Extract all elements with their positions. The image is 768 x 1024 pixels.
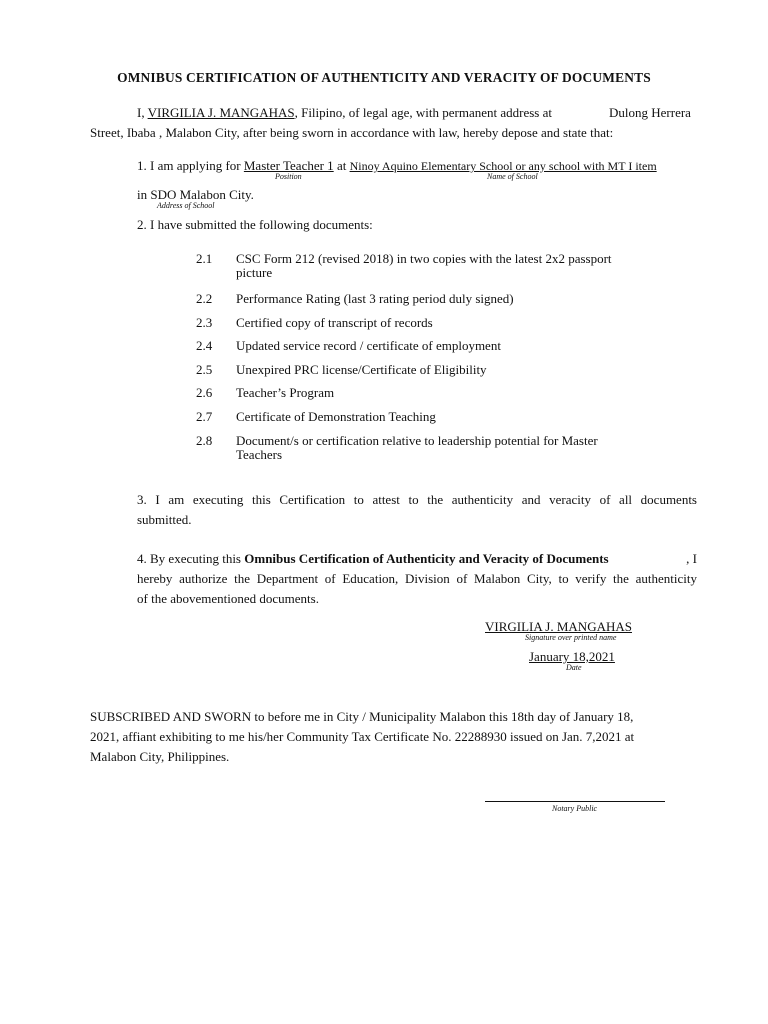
doc-num-1: 2.1 xyxy=(196,251,213,266)
doc-num-7: 2.7 xyxy=(196,409,213,424)
school-value: Ninoy Aquino Elementary School or any school with MT I item xyxy=(349,159,657,173)
doc-text-7: Certificate of Demonstration Teaching xyxy=(236,409,436,424)
item-3-line-1: 3. I am executing this Certification to attest to the authenticity and veracity of all documents xyxy=(137,492,697,507)
doc-num-6: 2.6 xyxy=(196,385,213,400)
doc-text-1b: picture xyxy=(236,265,273,280)
item-4-line-1 xyxy=(137,549,697,569)
school-caption: Name of School xyxy=(487,172,538,181)
notary-signature-line xyxy=(485,801,665,802)
affiant-name: VIRGILIA J. MANGAHAS xyxy=(147,105,295,120)
intro-prefix: I, xyxy=(137,105,148,120)
document-title: OMNIBUS CERTIFICATION OF AUTHENTICITY AND VERACITY OF DOCUMENTS xyxy=(117,70,651,85)
position-value: Master Teacher 1 xyxy=(243,158,334,173)
position-caption: Position xyxy=(275,172,302,181)
intro-address-1: Dulong Herrera xyxy=(609,105,691,120)
item-3-line-2: submitted. xyxy=(137,512,192,527)
school-address: in SDO Malabon City. xyxy=(137,187,254,202)
doc-text-8b: Teachers xyxy=(236,447,283,462)
jurat-line-2: 2021, affiant exhibiting to me his/her Community Tax Certificate No. 22288930 issued on Jan. 7,2021 at xyxy=(90,729,635,744)
doc-num-2: 2.2 xyxy=(196,291,213,306)
doc-num-4: 2.4 xyxy=(196,338,213,353)
item-4-line-2: hereby authorize the Department of Education, Division of Malabon City, to verify the authenticity xyxy=(137,571,697,586)
intro-line-2: Street, Ibaba , Malabon City, after being sworn in accordance with law, hereby depose and state that: xyxy=(90,125,614,140)
item-1-line xyxy=(137,156,657,176)
item-4-suffix: , I xyxy=(686,551,697,566)
signature-name: VIRGILIA J. MANGAHAS xyxy=(485,619,632,634)
item-4-prefix: 4. By executing this xyxy=(137,551,245,566)
jurat-line-1: SUBSCRIBED AND SWORN to before me in City / Municipality Malabon this 18th day of January 18, xyxy=(90,709,634,724)
jurat-line-3: Malabon City, Philippines. xyxy=(90,749,230,764)
doc-num-5: 2.5 xyxy=(196,362,213,377)
item-1-at: at xyxy=(333,158,350,173)
signature-caption: Signature over printed name xyxy=(525,633,617,642)
item-2-text: 2. I have submitted the following documents: xyxy=(137,217,373,232)
doc-text-3: Certified copy of transcript of records xyxy=(236,315,433,330)
address-caption: Address of School xyxy=(157,201,215,210)
doc-text-8: Document/s or certification relative to leadership potential for Master xyxy=(236,433,598,448)
signature-date: January 18,2021 xyxy=(529,649,615,664)
doc-num-3: 2.3 xyxy=(196,315,213,330)
notary-caption: Notary Public xyxy=(552,804,598,813)
doc-text-4: Updated service record / certificate of employment xyxy=(236,338,501,353)
doc-text-2: Performance Rating (last 3 rating period duly signed) xyxy=(236,291,514,306)
item-4-bold: Omnibus Certification of Authenticity and Veracity of Documents xyxy=(244,551,609,566)
item-4-line-3: of the abovementioned documents. xyxy=(137,591,319,606)
item-1-prefix: 1. I am applying for xyxy=(137,158,244,173)
doc-num-8: 2.8 xyxy=(196,433,213,448)
intro-line-1 xyxy=(137,103,552,123)
intro-mid: , Filipino, of legal age, with permanent address at xyxy=(294,105,552,120)
doc-text-6: Teacher’s Program xyxy=(236,385,335,400)
date-caption: Date xyxy=(566,663,582,672)
doc-text-5: Unexpired PRC license/Certificate of Eligibility xyxy=(236,362,487,377)
doc-text-1: CSC Form 212 (revised 2018) in two copies with the latest 2x2 passport xyxy=(236,251,612,266)
